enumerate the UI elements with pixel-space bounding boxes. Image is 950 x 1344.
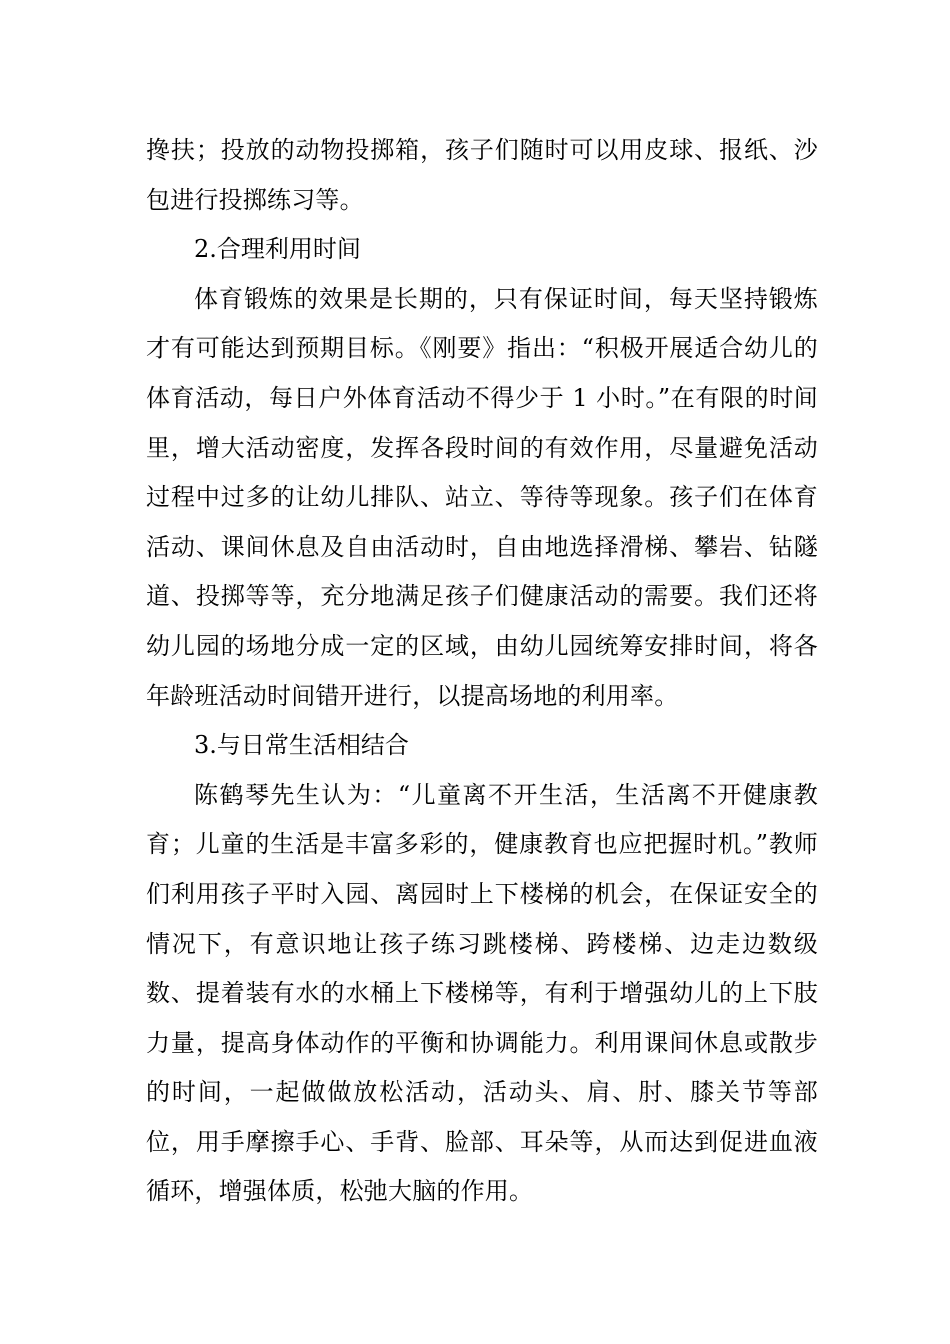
paragraph-continuation: 搀扶；投放的动物投掷箱，孩子们随时可以用皮球、报纸、沙包进行投掷练习等。: [146, 136, 818, 214]
section-heading-3: 3.与日常生活相结合: [194, 731, 409, 760]
paragraph-time-usage: 体育锻炼的效果是长期的，只有保证时间，每天坚持锻炼才有可能达到预期目标。《刚要》指出：“积极开展适合幼儿的体育活动，每日户外体育活动不得少于 1 小时。”在有限的时间里，增大活动密度，发挥各段时间的有效作用，尽量避免活动过程中过多的让幼儿排队、站立、等待等现象。孩子们在体育活动、课间休息及自由活动时，自由地选择滑梯、攀岩、钻隧道、投掷等等，充分地满足孩子们健康活动的需要。我们还将幼儿园的场地分成一定的区域，由幼儿园统筹安排时间，将各年龄班活动时间错开进行，以提高场地的利用率。: [146, 284, 818, 710]
paragraph-daily-life: 陈鹤琴先生认为：“儿童离不开生活，生活离不开健康教育；儿童的生活是丰富多彩的，健康教育也应把握时机。”教师们利用孩子平时入园、离园时上下楼梯的机会，在保证安全的情况下，有意识地让孩子练习跳楼梯、跨楼梯、边走边数级数、提着装有水的水桶上下楼梯等，有利于增强幼儿的上下肢力量，提高身体动作的平衡和协调能力。利用课间休息或散步的时间，一起做做放松活动，活动头、肩、肘、膝关节等部位，用手摩擦手心、手背、脸部、耳朵等，从而达到促进血液循环，增强体质，松弛大脑的作用。: [146, 780, 818, 1206]
document-page: [146, 126, 818, 1217]
section-heading-2: 2.合理利用时间: [194, 235, 361, 264]
